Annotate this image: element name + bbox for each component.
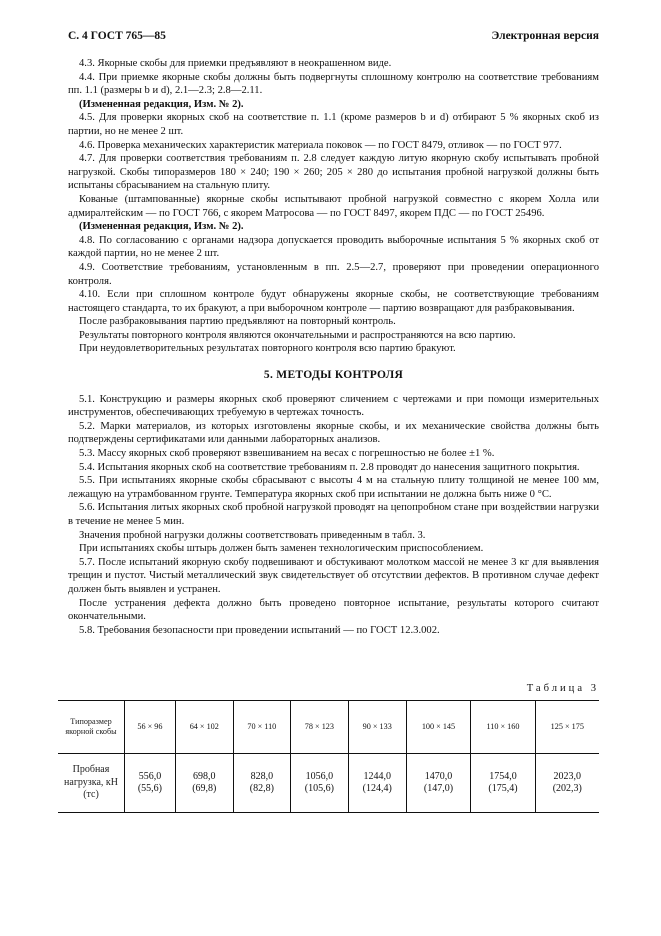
header-standard-number: С. 4 ГОСТ 765—85 (68, 30, 166, 42)
table-size-cell: 78 × 123 (290, 701, 348, 754)
load-kn: 1754,0 (489, 770, 517, 782)
clause-5-4: 5.4. Испытания якорных скоб на соответствие требованиям п. 2.8 проводят до нанесения защитного покрытия. (79, 461, 580, 473)
amendment-note: (Измененная редакция, Изм. № 2). (79, 98, 244, 110)
clause-5-8: 5.8. Требования безопасности при проведении испытаний — по ГОСТ 12.3.002. (79, 624, 440, 636)
amendment-note: (Измененная редакция, Изм. № 2). (79, 221, 244, 233)
table-value-cell (406, 754, 471, 813)
clause-4-10: 4.10. Если при сплошном контроле будут обнаружены якорные скобы, не соответствующие требованиям настоящего стандарта, то их бракуют, а при выборочном контроле — партию возвращают для разбраковывания. (68, 289, 599, 314)
section-title: 5. МЕТОДЫ КОНТРОЛЯ (263, 369, 404, 382)
clause-5-6-load-values: Значения пробной нагрузки должны соответствовать приведенным в табл. 3. (79, 529, 426, 541)
table-value-cell (348, 754, 406, 813)
header-electronic-version: Электронная версия (491, 30, 599, 42)
clause-5-1: 5.1. Конструкцию и размеры якорных скоб проверяют сличением с чертежами и при помощи измерительных инструментов, обеспечивающих требуемую в чертежах точность. (68, 393, 599, 419)
table-row (58, 754, 599, 813)
load-ts: (105,6) (304, 783, 334, 794)
load-kn: 698,0 (193, 770, 216, 782)
table-3 (58, 700, 599, 813)
load-kn: 556,0 (138, 770, 162, 782)
load-kn: 1056,0 (305, 770, 334, 782)
load-ts: (55,6) (137, 783, 163, 794)
page-header (68, 30, 599, 46)
clause-5-3: 5.3. Массу якорных скоб проверяют взвешиванием на весах с погрешностью не более ±1 %. (79, 448, 495, 460)
load-ts: (202,3) (552, 783, 582, 794)
clause-5-7-retest: После устранения дефекта должно быть проведено повторное испытание, результаты которого считают окончательными. (68, 597, 599, 623)
load-ts: (69,8) (192, 783, 217, 794)
clause-5-6: 5.6. Испытания литых якорных скоб пробной нагрузкой проводят на цепопробном стане при воздействии нагрузки в течение не менее 5 мин. (68, 502, 599, 527)
clause-4-6: 4.6. Проверка механических характеристик материала поковок — по ГОСТ 8479, отливок — по ГОСТ 977. (79, 139, 562, 151)
clause-5-2: 5.2. Марки материалов, из которых изготовлены якорные скобы, и их механические свойства должны быть подтверждены сертификатами или данными лабораторных анализов. (68, 420, 599, 446)
table-row-label: Пробная нагрузка, кН (тс) (58, 754, 125, 813)
clause-4-10-reject: При неудовлетворительных результатах повторного контроля всю партию бракуют. (79, 343, 456, 355)
table-value-cell (233, 754, 290, 813)
load-ts: (175,4) (488, 783, 518, 794)
clause-4-8: 4.8. По согласованию с органами надзора допускается проводить выборочные испытания 5 % якорных скоб от каждой партии, но не менее 2 шт. (68, 234, 599, 260)
table-header-row (58, 701, 599, 754)
clause-5-6-pin: При испытаниях скобы штырь должен быть заменен технологическим приспособлением. (79, 543, 484, 555)
clause-4-4: 4.4. При приемке якорные скобы должны быть подвергнуты сплошному контролю на соответствие требованиям пп. 1.1 (размеры b и d), 2.1—2.3; 2.8—2.11. (68, 71, 599, 97)
table-size-cell: 70 × 110 (233, 701, 290, 754)
table-size-cell: 110 × 160 (471, 701, 535, 754)
table-stub-header: Типоразмер якорной скобы (58, 701, 125, 754)
table-value-cell (471, 754, 535, 813)
table-value-cell (535, 754, 599, 813)
table-value-cell (175, 754, 233, 813)
clause-4-3: 4.3. Якорные скобы для приемки предъявляют в неокрашенном виде. (79, 58, 392, 69)
table-size-cell: 90 × 133 (348, 701, 406, 754)
clause-4-7-forged: Кованые (штампованные) якорные скобы испытывают пробной нагрузкой совместно с якорем Холла или адмиралтейским — по ГОСТ 766, с якорем Матросова — по ГОСТ 8497, якорем ПДС — по ГОСТ 25496. (68, 193, 599, 219)
table-size-cell: 100 × 145 (406, 701, 471, 754)
load-ts: (147,0) (423, 783, 454, 794)
section-4-text (68, 57, 599, 637)
clause-4-7: 4.7. Для проверки соответствия требованиям п. 2.8 следует каждую литую якорную скобу испытывать пробной нагрузкой. Скобы типоразмеров 180 × 240; 190 × 260; 205 × 280 до испытания пробной нагрузкой должны быть испытаны сбрасыванием на стальную плиту. (68, 153, 599, 192)
table-caption: Таблица 3 (526, 683, 599, 694)
table-size-cell: 125 × 175 (535, 701, 599, 754)
load-kn: 2023,0 (553, 770, 582, 782)
table-value-cell (290, 754, 348, 813)
clause-4-5: 4.5. Для проверки якорных скоб на соответствие п. 1.1 (кроме размеров b и d) отбирают 5 % якорных скоб из партии, но не менее 2 шт. (68, 112, 599, 137)
clause-5-7: 5.7. После испытаний якорную скобу подвешивают и обстукивают молотком массой не менее 3 кг для выявления трещин и пустот. Чистый металлический звук свидетельствует об отсутствии дефектов. В противном случае дефект должен быть выявлен и устранен. (68, 556, 599, 595)
table-value-cell (125, 754, 176, 813)
table-size-cell: 56 × 96 (125, 701, 176, 754)
load-ts: (124,4) (362, 783, 392, 794)
table-size-cell: 64 × 102 (175, 701, 233, 754)
load-kn: 1244,0 (363, 770, 391, 782)
clause-4-9: 4.9. Соответствие требованиям, установленным в пп. 2.5—2.7, проверяют при проведении операционного контроля. (68, 261, 599, 287)
load-kn: 1470,0 (424, 770, 453, 782)
load-kn: 828,0 (250, 770, 274, 782)
clause-4-10-recheck: После разбраковывания партию предъявляют на повторный контроль. (79, 316, 396, 328)
clause-5-5: 5.5. При испытаниях якорные скобы сбрасывают с высоты 4 м на стальную плиту толщиной не менее 100 мм, лежащую на утрамбованном грунте. Температура якорных скоб при испытании не должна быть ниже 0 °С. (68, 475, 599, 500)
load-ts: (82,8) (249, 783, 274, 794)
clause-4-10-results: Результаты повторного контроля являются окончательными и распространяются на всю партию. (79, 329, 516, 341)
